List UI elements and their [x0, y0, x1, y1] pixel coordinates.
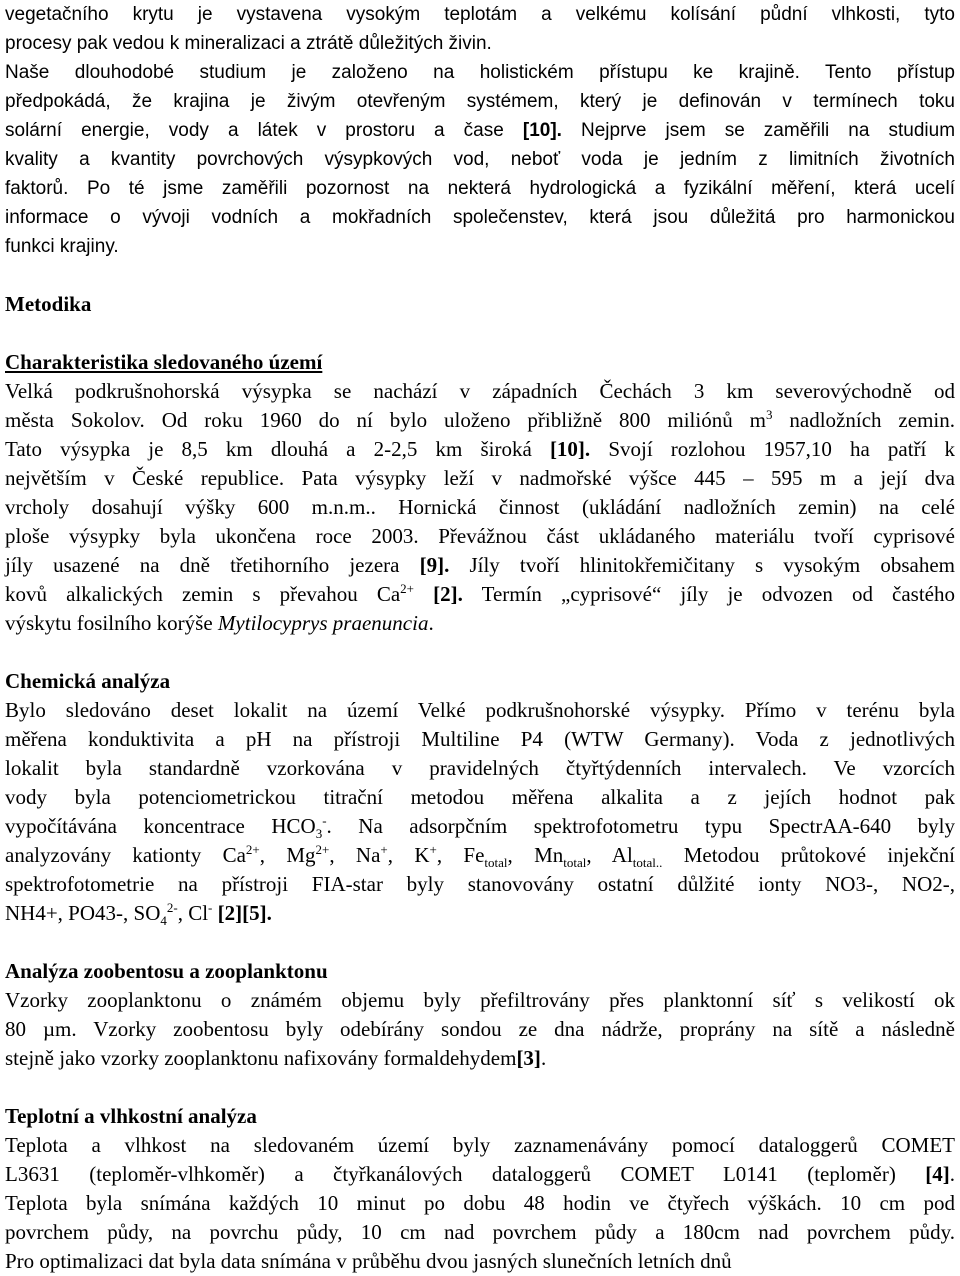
text-line: faktorů. Po té jsme zaměřili pozornost na nekterá hydrologická a fyzikální měření, která ucelí — [5, 178, 956, 199]
citation: [2][5]. — [217, 901, 272, 925]
text-line: největším v České republice. Pata výsypky leží v nadmořské výšce 445 – 595 m a její dva — [5, 466, 955, 490]
text-line: stejně jako vzorky zooplanktonu nafixovány formaldehydem[3]. — [5, 1046, 547, 1070]
text-line: analyzovány kationty $Ca^{2+}$, $Mg^{2+}$, Na+, K+, $Fe_{total}$, $Mn_{total}$, $Al_{total..}$ Metodou průtokové injekční — [5, 842, 955, 871]
text-line: NH4+, PO43-, $SO_4^{2-}$, Cl- [2][5]. — [5, 900, 272, 929]
text-line: vrcholy dosahují výšky 600 m.n.m.. Hornická činnost (ukládání nadložních zemin) na celé — [5, 495, 956, 519]
citation: [9]. — [419, 553, 450, 577]
species-name: Mytilocyprys praenuncia — [217, 611, 429, 635]
text-line: Teplota a vlhkost na sledovaném území byly zaznamenávány pomocí dataloggerů COMET — [5, 1133, 955, 1157]
text-line: Pro optimalizaci dat byla data snímána v průběhu dvou jasných slunečních letních dnů — [5, 1249, 732, 1273]
text-line: kovů alkalických zemin s převahou $Ca^{2+}$ [2]. Termín „cyprisové“ jíly je odvozen od častého — [5, 581, 956, 606]
text-line: města Sokolov. Od roku 1960 do ní bylo uloženo přibližně 800 miliónů $m^3$ nadložních zemin. — [5, 407, 955, 432]
text-line: povrchem půdy, na povrchu půdy, 10 cm nad povrchem půdy a 180cm nad povrchem půdy. — [5, 1220, 955, 1244]
section-heading-characteristics: Charakteristika sledovaného území — [5, 350, 323, 374]
text-line: vegetačního krytu je vystavena vysokým teplotám a velkému kolísání půdní vlhkosti, tyto — [5, 4, 955, 25]
text-line: výskytu fosilního korýše Mytilocyprys praenuncia. — [5, 611, 434, 635]
text-line: Velká podkrušnohorská výsypka se nachází v západních Čechách 3 km severovýchodně od — [5, 379, 955, 403]
text-line: funkci krajiny. — [5, 236, 119, 257]
text-line: Naše dlouhodobé studium je založeno na holistickém přístupu ke krajině. Tento přístup — [5, 62, 955, 83]
section-heading-metodika: Metodika — [5, 292, 92, 316]
section-heading-temperature: Teplotní a vlhkostní analýza — [5, 1104, 257, 1128]
intro-paragraph — [5, 0, 955, 261]
citation: [10]. — [522, 120, 562, 141]
citation: [10]. — [549, 437, 591, 461]
text-line: 80 µm. Vzorky zoobentosu byly odebírány sondou ze dna nádrže, proprány na sítě a následně — [5, 1017, 955, 1041]
text-line: Teplota byla snímána každých 10 minut po dobu 48 hodin ve čtyřech výškách. 10 cm pod — [5, 1191, 955, 1215]
text-line: předpokádá, že krajina je živým otevřeným systémem, který je definován v termínech toku — [5, 91, 955, 112]
text-line: vody byla potenciometrickou titrační metodou měřena alkalita a z jejích hodnot pak — [5, 785, 955, 809]
section-heading-chemical-analysis: Chemická analýza — [5, 669, 171, 693]
text-line: spektrofotometrie na přístroji FIA-star byly stanovovány ostatní důlžité ionty NO3-, NO2-, — [5, 872, 955, 896]
citation: [4] — [925, 1162, 950, 1186]
text-line: informace o vývoji vodních a mokřadních společenstev, která jsou důležitá pro harmonickou — [5, 207, 955, 228]
text-line: Bylo sledováno deset lokalit na území Velké podkrušnohorské výsypky. Přímo v terénu byla — [5, 698, 956, 722]
citation: [3] — [516, 1046, 541, 1070]
document-page — [5, 0, 955, 1276]
text-line: jíly usazené na dně třetihorního jezera [9]. Jíly tvoří hlinitokřemičitany s vysokým obsahem — [5, 553, 956, 577]
text-line: vypočítávána koncentrace $HCO_3^-$. Na adsorpčním spektrofotometru typu SpectrAA-640 byly — [5, 813, 955, 842]
citation: [2]. — [433, 582, 463, 606]
chemical-paragraph — [5, 696, 955, 928]
text-line: procesy pak vedou k mineralizaci a ztrátě důležitých živin. — [5, 33, 492, 54]
text-line: ploše výsypky byla ukončena roce 2003. Převážnou část ukládaného materiálu tvoří cyprisové — [5, 524, 955, 548]
characteristics-paragraph — [5, 377, 955, 638]
section-heading-zoobenthos: Analýza zoobentosu a zooplanktonu — [5, 959, 328, 983]
text-line: L3631 (teploměr-vlhkoměr) a čtyřkanálových dataloggerů COMET L0141 (teploměr) [4]. — [5, 1162, 956, 1186]
text-line: Vzorky zooplanktonu o známém objemu byly přefiltrovány přes planktonní síť s velikostí ok — [5, 988, 955, 1012]
text-line: lokalit byla standardně vzorkována v pravidelných čtyřtýdenních intervalech. Ve vzorcích — [5, 756, 955, 780]
zoo-paragraph — [5, 986, 955, 1073]
text-line: solární energie, vody a látek v prostoru a čase [10]. Nejprve jsem se zaměřili na studium — [5, 120, 956, 141]
text-line: měřena konduktivita a pH na přístroji Multiline P4 (WTW Germany). Voda z jednotlivých — [5, 727, 955, 751]
text-line: Tato výsypka je 8,5 km dlouhá a 2-2,5 km široká [10]. Svojí rozlohou 1957,10 ha patří k — [5, 437, 956, 461]
temperature-paragraph — [5, 1131, 955, 1276]
text-line: kvality a kvantity povrchových výsypkových vod, neboť voda je jedním z limitních životních — [5, 149, 955, 170]
